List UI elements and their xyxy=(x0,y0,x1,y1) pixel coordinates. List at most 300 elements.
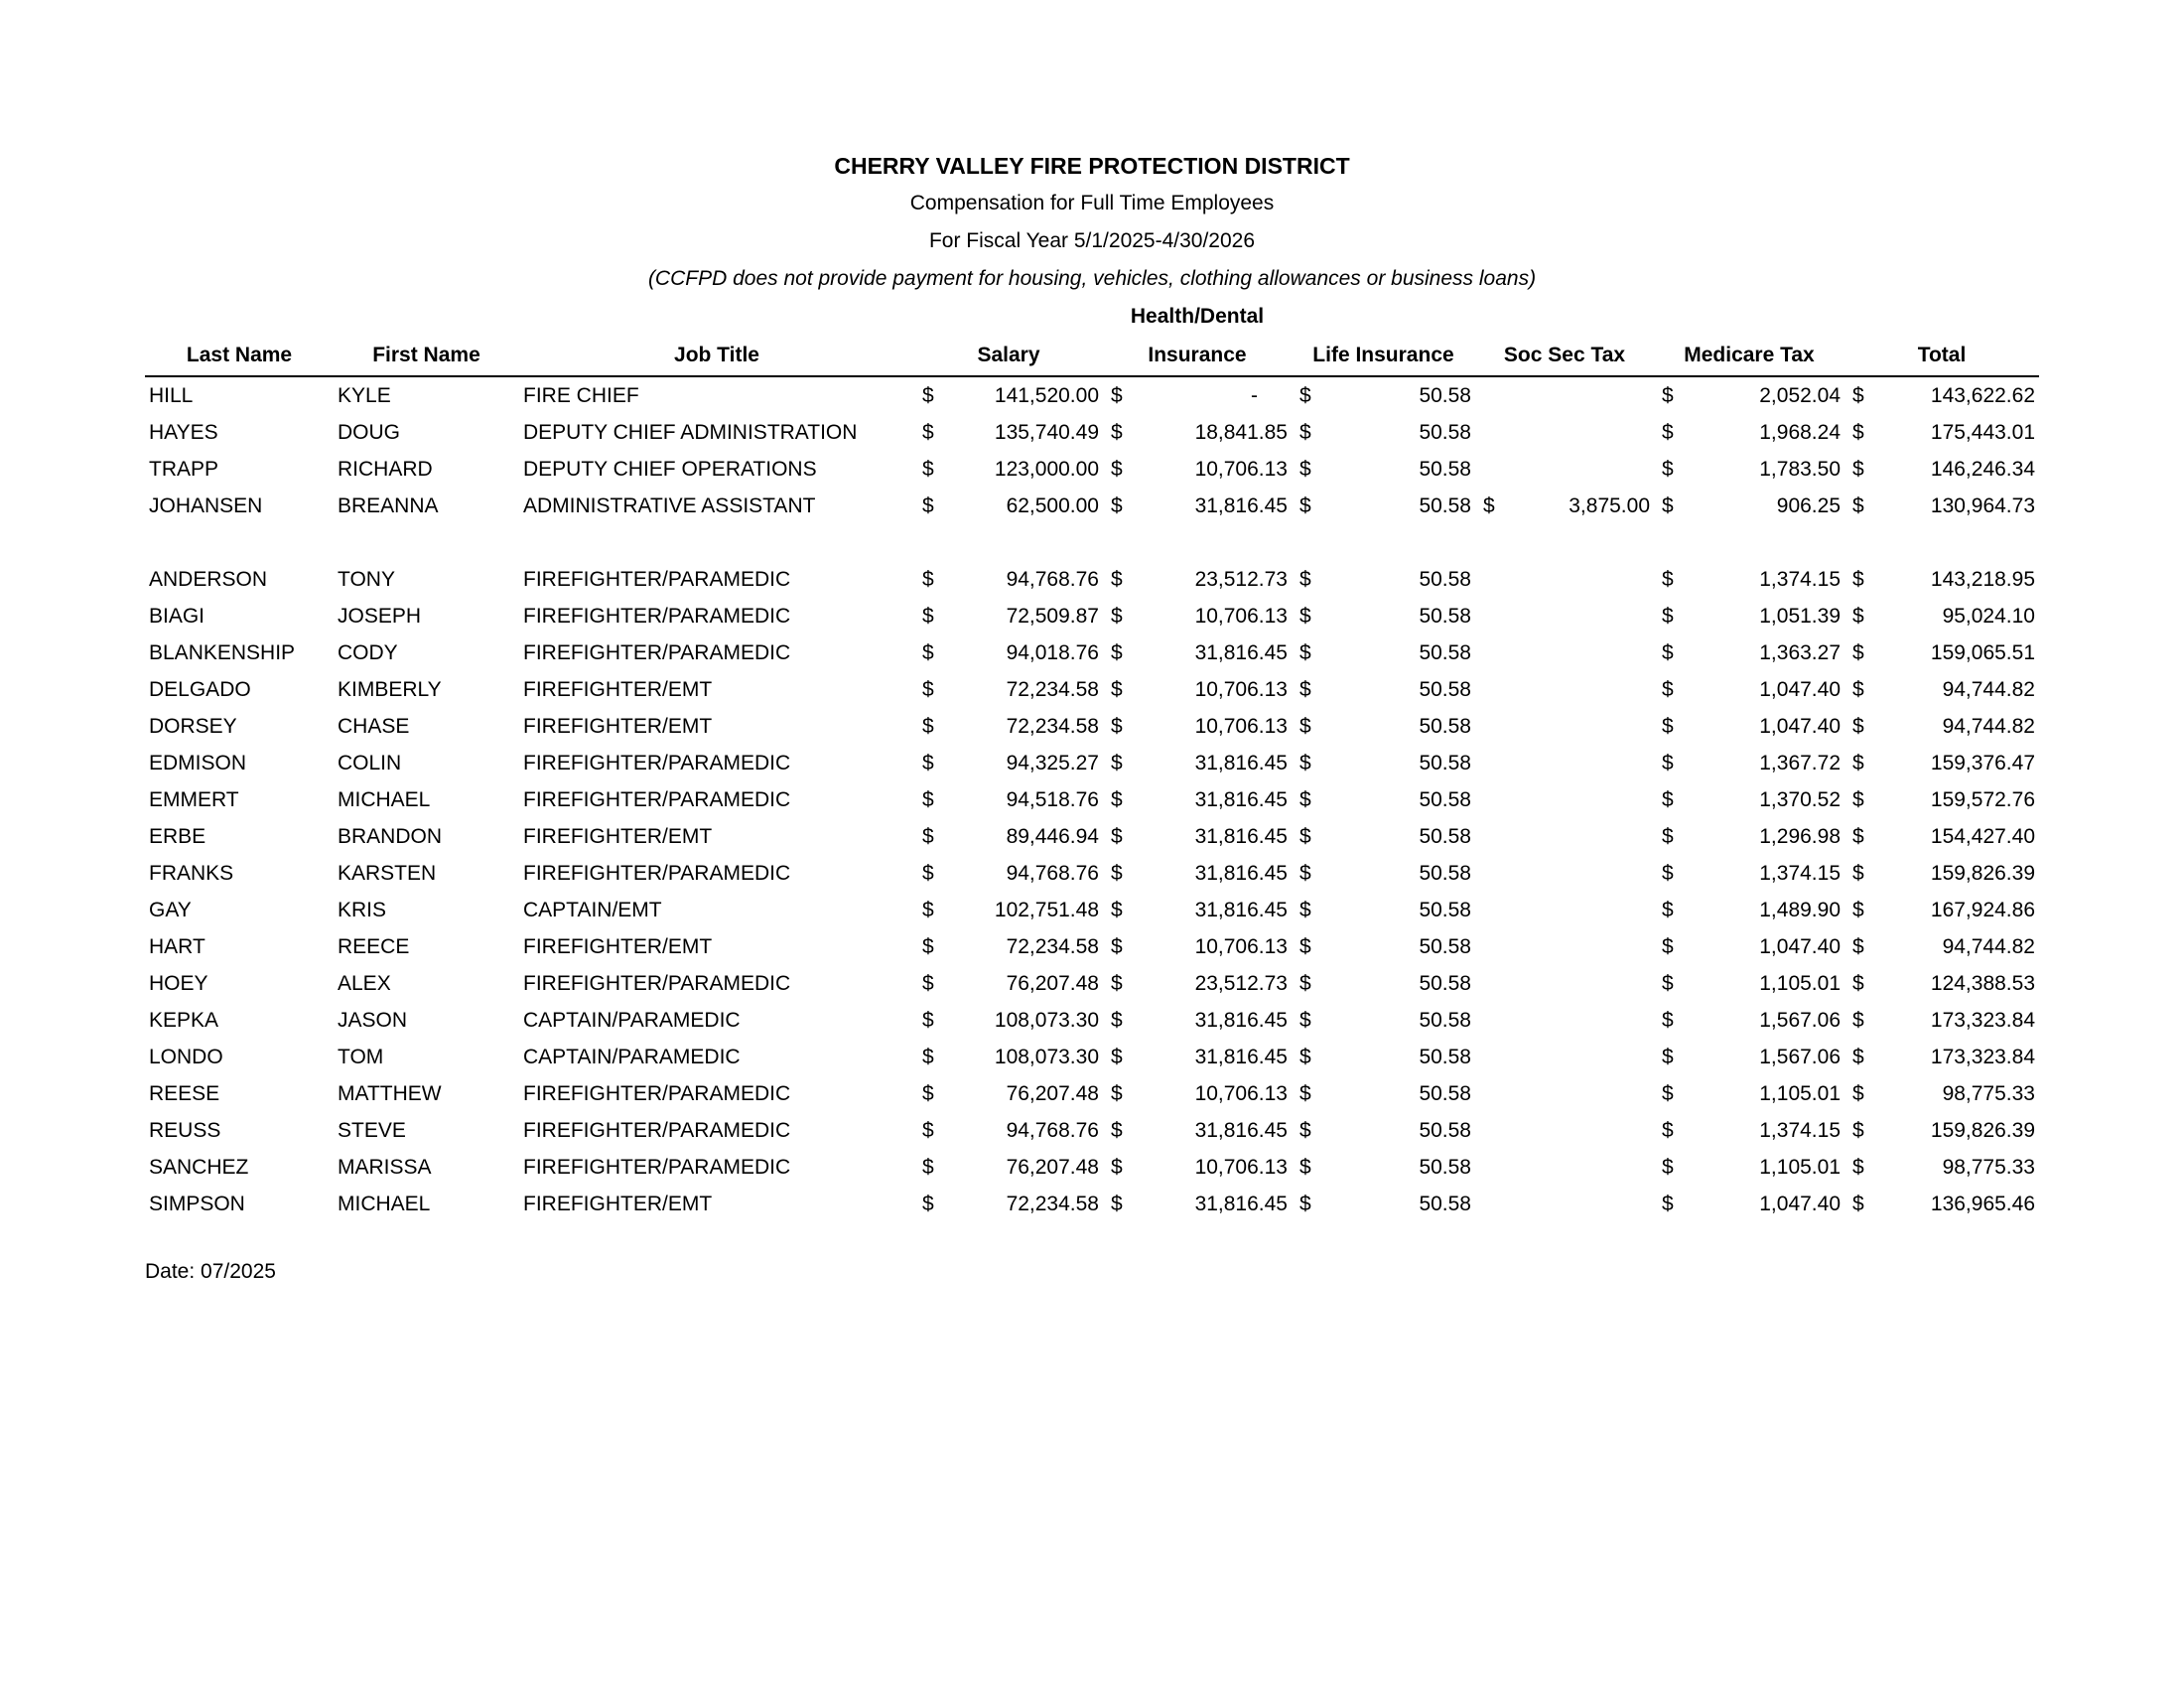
currency-symbol: $ xyxy=(1299,1008,1311,1032)
currency-symbol: $ xyxy=(1852,861,1864,885)
amount-value: 50.58 xyxy=(1419,971,1471,995)
amount-value: 10,706.13 xyxy=(1194,714,1288,738)
currency-symbol: $ xyxy=(922,383,934,407)
soc-sec-tax-cell xyxy=(1475,634,1654,671)
salary-cell xyxy=(914,414,1103,451)
last-name-cell: HILL xyxy=(149,383,194,407)
insurance-cell xyxy=(1103,598,1292,634)
currency-symbol: $ xyxy=(1852,898,1864,921)
currency-symbol: $ xyxy=(922,1118,934,1142)
currency-symbol: $ xyxy=(922,420,934,444)
total-cell xyxy=(1844,376,2039,414)
last-name-cell: TRAPP xyxy=(149,457,219,481)
amount-value: 31,816.45 xyxy=(1194,1045,1288,1068)
first-name-cell: MATTHEW xyxy=(338,1081,442,1105)
currency-symbol: $ xyxy=(1111,1008,1123,1032)
amount-value: 72,234.58 xyxy=(1006,1192,1099,1215)
currency-symbol: $ xyxy=(922,751,934,774)
amount-value: 95,024.10 xyxy=(1942,604,2035,628)
life-insurance-cell xyxy=(1292,1075,1475,1112)
soc-sec-tax-cell xyxy=(1475,965,1654,1002)
currency-symbol: $ xyxy=(1111,714,1123,738)
medicare-tax-cell xyxy=(1654,708,1844,745)
amount-value: 50.58 xyxy=(1419,1008,1471,1032)
last-name-cell: SANCHEZ xyxy=(149,1155,249,1179)
job-title-cell: FIREFIGHTER/PARAMEDIC xyxy=(523,1081,791,1105)
amount-value: 1,047.40 xyxy=(1759,714,1841,738)
employee-row xyxy=(145,1075,2039,1112)
amount-value: 50.58 xyxy=(1419,898,1471,921)
first-name-cell: KYLE xyxy=(338,383,391,407)
amount-value: 1,047.40 xyxy=(1759,1192,1841,1215)
amount-value: 146,246.34 xyxy=(1930,457,2035,481)
col-header-salary: Salary xyxy=(914,336,1103,376)
currency-symbol: $ xyxy=(1852,824,1864,848)
employee-row xyxy=(145,745,2039,781)
job-title-cell: FIREFIGHTER/PARAMEDIC xyxy=(523,640,791,664)
amount-value: 1,370.52 xyxy=(1759,787,1841,811)
amount-value: 50.58 xyxy=(1419,1081,1471,1105)
amount-value: 1,783.50 xyxy=(1759,457,1841,481)
amount-value: 167,924.86 xyxy=(1930,898,2035,921)
first-name-cell: ALEX xyxy=(338,971,391,995)
currency-symbol: $ xyxy=(1852,420,1864,444)
currency-symbol: $ xyxy=(1662,898,1674,921)
amount-value: 94,518.76 xyxy=(1006,787,1099,811)
insurance-cell xyxy=(1103,1112,1292,1149)
currency-symbol: $ xyxy=(1852,1081,1864,1105)
currency-symbol: $ xyxy=(1299,861,1311,885)
currency-symbol: $ xyxy=(1662,567,1674,591)
amount-value: 1,567.06 xyxy=(1759,1008,1841,1032)
currency-symbol: $ xyxy=(1662,1192,1674,1215)
currency-symbol: $ xyxy=(1662,640,1674,664)
salary-cell xyxy=(914,634,1103,671)
amount-value: 159,826.39 xyxy=(1930,861,2035,885)
soc-sec-tax-cell xyxy=(1475,451,1654,488)
medicare-tax-cell xyxy=(1654,561,1844,598)
amount-value: 94,744.82 xyxy=(1942,677,2035,701)
employee-row xyxy=(145,781,2039,818)
salary-cell xyxy=(914,1149,1103,1186)
currency-symbol: $ xyxy=(1111,383,1123,407)
amount-value: 76,207.48 xyxy=(1006,1081,1099,1105)
currency-symbol: $ xyxy=(1299,567,1311,591)
soc-sec-tax-cell xyxy=(1475,1039,1654,1075)
job-title-cell: FIREFIGHTER/PARAMEDIC xyxy=(523,1118,791,1142)
amount-value: 1,374.15 xyxy=(1759,1118,1841,1142)
salary-cell xyxy=(914,708,1103,745)
currency-symbol: $ xyxy=(1299,1081,1311,1105)
currency-symbol: $ xyxy=(1662,1118,1674,1142)
last-name-cell: JOHANSEN xyxy=(149,493,263,517)
super-header-row xyxy=(145,298,2039,336)
first-name-cell: TOM xyxy=(338,1045,384,1068)
soc-sec-tax-cell xyxy=(1475,1002,1654,1039)
soc-sec-tax-cell xyxy=(1475,488,1654,524)
currency-symbol: $ xyxy=(1299,714,1311,738)
amount-value: 31,816.45 xyxy=(1194,640,1288,664)
insurance-cell xyxy=(1103,451,1292,488)
medicare-tax-cell xyxy=(1654,745,1844,781)
amount-value: 123,000.00 xyxy=(994,457,1099,481)
amount-value: 98,775.33 xyxy=(1942,1081,2035,1105)
currency-symbol: $ xyxy=(922,493,934,517)
soc-sec-tax-cell xyxy=(1475,855,1654,892)
insurance-cell xyxy=(1103,561,1292,598)
currency-symbol: $ xyxy=(1662,604,1674,628)
amount-value: 141,520.00 xyxy=(994,383,1099,407)
soc-sec-tax-cell xyxy=(1475,671,1654,708)
first-name-cell: MICHAEL xyxy=(338,787,431,811)
amount-value: 50.58 xyxy=(1419,457,1471,481)
amount-value: 18,841.85 xyxy=(1194,420,1288,444)
amount-value: 10,706.13 xyxy=(1194,1081,1288,1105)
amount-value: 173,323.84 xyxy=(1930,1008,2035,1032)
total-cell xyxy=(1844,708,2039,745)
total-cell xyxy=(1844,855,2039,892)
medicare-tax-cell xyxy=(1654,671,1844,708)
amount-value: 50.58 xyxy=(1419,787,1471,811)
col-header-job-title: Job Title xyxy=(519,336,914,376)
last-name-cell: HART xyxy=(149,934,205,958)
last-name-cell: FRANKS xyxy=(149,861,234,885)
total-cell xyxy=(1844,1039,2039,1075)
spacer-row xyxy=(145,524,2039,561)
medicare-tax-cell xyxy=(1654,965,1844,1002)
currency-symbol: $ xyxy=(1662,1155,1674,1179)
soc-sec-tax-cell xyxy=(1475,708,1654,745)
last-name-cell: BIAGI xyxy=(149,604,205,628)
job-title-cell: FIREFIGHTER/EMT xyxy=(523,714,713,738)
employee-row xyxy=(145,1002,2039,1039)
amount-value: 94,768.76 xyxy=(1006,1118,1099,1142)
life-insurance-cell xyxy=(1292,855,1475,892)
soc-sec-tax-cell xyxy=(1475,561,1654,598)
medicare-tax-cell xyxy=(1654,1039,1844,1075)
insurance-cell xyxy=(1103,1002,1292,1039)
total-cell xyxy=(1844,818,2039,855)
currency-symbol: $ xyxy=(1852,714,1864,738)
amount-value: 1,367.72 xyxy=(1759,751,1841,774)
spacer-cell xyxy=(145,524,2039,561)
currency-symbol: $ xyxy=(1852,677,1864,701)
currency-symbol: $ xyxy=(922,1155,934,1179)
first-name-cell: BREANNA xyxy=(338,493,439,517)
insurance-cell xyxy=(1103,671,1292,708)
life-insurance-cell xyxy=(1292,376,1475,414)
salary-cell xyxy=(914,488,1103,524)
total-cell xyxy=(1844,634,2039,671)
col-header-first-name: First Name xyxy=(334,336,519,376)
last-name-cell: ERBE xyxy=(149,824,206,848)
employee-row xyxy=(145,634,2039,671)
currency-symbol: $ xyxy=(1299,383,1311,407)
insurance-cell xyxy=(1103,488,1292,524)
job-title-cell: ADMINISTRATIVE ASSISTANT xyxy=(523,493,816,517)
medicare-tax-cell xyxy=(1654,451,1844,488)
currency-symbol: $ xyxy=(1852,1155,1864,1179)
amount-value: 50.58 xyxy=(1419,861,1471,885)
currency-symbol: $ xyxy=(1662,677,1674,701)
col-header-total: Total xyxy=(1844,336,2039,376)
last-name-cell: KEPKA xyxy=(149,1008,219,1032)
amount-value: 143,218.95 xyxy=(1930,567,2035,591)
currency-symbol: $ xyxy=(922,824,934,848)
life-insurance-cell xyxy=(1292,818,1475,855)
last-name-cell: EDMISON xyxy=(149,751,247,774)
currency-symbol: $ xyxy=(1662,1045,1674,1068)
currency-symbol: $ xyxy=(1111,1045,1123,1068)
first-name-cell: DOUG xyxy=(338,420,400,444)
medicare-tax-cell xyxy=(1654,414,1844,451)
amount-value: - xyxy=(1251,383,1258,407)
salary-cell xyxy=(914,855,1103,892)
soc-sec-tax-cell xyxy=(1475,928,1654,965)
amount-value: 108,073.30 xyxy=(994,1008,1099,1032)
currency-symbol: $ xyxy=(1662,493,1674,517)
employee-row xyxy=(145,488,2039,524)
amount-value: 124,388.53 xyxy=(1930,971,2035,995)
first-name-cell: KRIS xyxy=(338,898,387,921)
medicare-tax-cell xyxy=(1654,488,1844,524)
currency-symbol: $ xyxy=(922,971,934,995)
currency-symbol: $ xyxy=(1111,971,1123,995)
amount-value: 31,816.45 xyxy=(1194,751,1288,774)
currency-symbol: $ xyxy=(1852,567,1864,591)
amount-value: 159,826.39 xyxy=(1930,1118,2035,1142)
first-name-cell: RICHARD xyxy=(338,457,433,481)
salary-cell xyxy=(914,1186,1103,1222)
table-body xyxy=(145,376,2039,1222)
amount-value: 72,234.58 xyxy=(1006,677,1099,701)
currency-symbol: $ xyxy=(1852,640,1864,664)
employee-row xyxy=(145,928,2039,965)
total-cell xyxy=(1844,1075,2039,1112)
first-name-cell: MICHAEL xyxy=(338,1192,431,1215)
medicare-tax-cell xyxy=(1654,855,1844,892)
life-insurance-cell xyxy=(1292,745,1475,781)
amount-value: 50.58 xyxy=(1419,751,1471,774)
currency-symbol: $ xyxy=(1111,824,1123,848)
salary-cell xyxy=(914,1112,1103,1149)
amount-value: 159,376.47 xyxy=(1930,751,2035,774)
amount-value: 31,816.45 xyxy=(1194,1192,1288,1215)
job-title-cell: FIREFIGHTER/EMT xyxy=(523,824,713,848)
total-cell xyxy=(1844,1149,2039,1186)
currency-symbol: $ xyxy=(1852,383,1864,407)
amount-value: 50.58 xyxy=(1419,1155,1471,1179)
soc-sec-tax-cell xyxy=(1475,414,1654,451)
amount-value: 1,051.39 xyxy=(1759,604,1841,628)
currency-symbol: $ xyxy=(1662,861,1674,885)
first-name-cell: JOSEPH xyxy=(338,604,422,628)
life-insurance-cell xyxy=(1292,488,1475,524)
currency-symbol: $ xyxy=(1299,1192,1311,1215)
currency-symbol: $ xyxy=(1111,1081,1123,1105)
amount-value: 136,965.46 xyxy=(1930,1192,2035,1215)
amount-value: 50.58 xyxy=(1419,567,1471,591)
insurance-cell xyxy=(1103,818,1292,855)
amount-value: 1,374.15 xyxy=(1759,861,1841,885)
amount-value: 173,323.84 xyxy=(1930,1045,2035,1068)
amount-value: 3,875.00 xyxy=(1569,493,1650,517)
currency-symbol: $ xyxy=(1111,677,1123,701)
currency-symbol: $ xyxy=(1299,640,1311,664)
amount-value: 10,706.13 xyxy=(1194,1155,1288,1179)
currency-symbol: $ xyxy=(1852,1008,1864,1032)
amount-value: 50.58 xyxy=(1419,604,1471,628)
currency-symbol: $ xyxy=(1852,971,1864,995)
total-cell xyxy=(1844,1186,2039,1222)
currency-symbol: $ xyxy=(1111,898,1123,921)
salary-cell xyxy=(914,671,1103,708)
compensation-table xyxy=(145,298,2039,1222)
medicare-tax-cell xyxy=(1654,892,1844,928)
first-name-cell: TONY xyxy=(338,567,395,591)
last-name-cell: HAYES xyxy=(149,420,218,444)
life-insurance-cell xyxy=(1292,598,1475,634)
amount-value: 50.58 xyxy=(1419,1045,1471,1068)
col-header-insurance: Insurance xyxy=(1103,336,1292,376)
amount-value: 31,816.45 xyxy=(1194,898,1288,921)
currency-symbol: $ xyxy=(1111,457,1123,481)
amount-value: 94,018.76 xyxy=(1006,640,1099,664)
salary-cell xyxy=(914,561,1103,598)
amount-value: 10,706.13 xyxy=(1194,457,1288,481)
amount-value: 1,968.24 xyxy=(1759,420,1841,444)
health-dental-super-header: Health/Dental xyxy=(1130,305,1265,328)
employee-row xyxy=(145,376,2039,414)
soc-sec-tax-cell xyxy=(1475,745,1654,781)
last-name-cell: GAY xyxy=(149,898,192,921)
amount-value: 50.58 xyxy=(1419,420,1471,444)
currency-symbol: $ xyxy=(1299,1045,1311,1068)
amount-value: 175,443.01 xyxy=(1930,420,2035,444)
currency-symbol: $ xyxy=(1852,751,1864,774)
medicare-tax-cell xyxy=(1654,598,1844,634)
currency-symbol: $ xyxy=(922,787,934,811)
amount-value: 72,234.58 xyxy=(1006,934,1099,958)
insurance-cell xyxy=(1103,928,1292,965)
last-name-cell: SIMPSON xyxy=(149,1192,245,1215)
salary-cell xyxy=(914,745,1103,781)
document-subtitle: Compensation for Full Time Employees xyxy=(909,192,1275,214)
amount-value: 94,768.76 xyxy=(1006,861,1099,885)
last-name-cell: EMMERT xyxy=(149,787,239,811)
currency-symbol: $ xyxy=(1111,567,1123,591)
currency-symbol: $ xyxy=(1852,493,1864,517)
salary-cell xyxy=(914,965,1103,1002)
salary-cell xyxy=(914,376,1103,414)
currency-symbol: $ xyxy=(1111,604,1123,628)
job-title-cell: FIRE CHIEF xyxy=(523,383,639,407)
currency-symbol: $ xyxy=(922,898,934,921)
insurance-cell xyxy=(1103,892,1292,928)
amount-value: 94,744.82 xyxy=(1942,934,2035,958)
job-title-cell: DEPUTY CHIEF OPERATIONS xyxy=(523,457,817,481)
first-name-cell: CHASE xyxy=(338,714,410,738)
currency-symbol: $ xyxy=(1483,493,1495,517)
amount-value: 23,512.73 xyxy=(1194,567,1288,591)
currency-symbol: $ xyxy=(1662,714,1674,738)
medicare-tax-cell xyxy=(1654,1112,1844,1149)
currency-symbol: $ xyxy=(922,640,934,664)
first-name-cell: KARSTEN xyxy=(338,861,437,885)
amount-value: 1,047.40 xyxy=(1759,934,1841,958)
amount-value: 98,775.33 xyxy=(1942,1155,2035,1179)
life-insurance-cell xyxy=(1292,451,1475,488)
insurance-cell xyxy=(1103,1149,1292,1186)
salary-cell xyxy=(914,1075,1103,1112)
medicare-tax-cell xyxy=(1654,1075,1844,1112)
first-name-cell: REECE xyxy=(338,934,410,958)
amount-value: 1,296.98 xyxy=(1759,824,1841,848)
currency-symbol: $ xyxy=(1299,420,1311,444)
total-cell xyxy=(1844,745,2039,781)
total-cell xyxy=(1844,1112,2039,1149)
document-note: (CCFPD does not provide payment for housing, vehicles, clothing allowances or business loans) xyxy=(647,267,1537,290)
life-insurance-cell xyxy=(1292,892,1475,928)
currency-symbol: $ xyxy=(1111,861,1123,885)
amount-value: 50.58 xyxy=(1419,1118,1471,1142)
first-name-cell: BRANDON xyxy=(338,824,443,848)
employee-row xyxy=(145,671,2039,708)
life-insurance-cell xyxy=(1292,781,1475,818)
employee-row xyxy=(145,1112,2039,1149)
total-cell xyxy=(1844,598,2039,634)
life-insurance-cell xyxy=(1292,1002,1475,1039)
currency-symbol: $ xyxy=(1111,1155,1123,1179)
amount-value: 135,740.49 xyxy=(994,420,1099,444)
amount-value: 159,065.51 xyxy=(1930,640,2035,664)
employee-row xyxy=(145,708,2039,745)
insurance-cell xyxy=(1103,745,1292,781)
job-title-cell: FIREFIGHTER/PARAMEDIC xyxy=(523,751,791,774)
currency-symbol: $ xyxy=(922,1045,934,1068)
total-cell xyxy=(1844,451,2039,488)
amount-value: 50.58 xyxy=(1419,1192,1471,1215)
super-header-spacer-right xyxy=(1292,298,2039,336)
currency-symbol: $ xyxy=(1299,604,1311,628)
life-insurance-cell xyxy=(1292,708,1475,745)
currency-symbol: $ xyxy=(1299,934,1311,958)
life-insurance-cell xyxy=(1292,671,1475,708)
currency-symbol: $ xyxy=(1662,787,1674,811)
life-insurance-cell xyxy=(1292,1112,1475,1149)
amount-value: 102,751.48 xyxy=(994,898,1099,921)
salary-cell xyxy=(914,1002,1103,1039)
amount-value: 10,706.13 xyxy=(1194,677,1288,701)
insurance-cell xyxy=(1103,855,1292,892)
currency-symbol: $ xyxy=(1299,898,1311,921)
currency-symbol: $ xyxy=(1662,751,1674,774)
insurance-cell xyxy=(1103,1039,1292,1075)
employee-row xyxy=(145,414,2039,451)
soc-sec-tax-cell xyxy=(1475,892,1654,928)
currency-symbol: $ xyxy=(1662,1081,1674,1105)
job-title-cell: DEPUTY CHIEF ADMINISTRATION xyxy=(523,420,858,444)
employee-row xyxy=(145,855,2039,892)
total-cell xyxy=(1844,965,2039,1002)
currency-symbol: $ xyxy=(1299,787,1311,811)
col-header-medicare-tax: Medicare Tax xyxy=(1654,336,1844,376)
currency-symbol: $ xyxy=(1299,677,1311,701)
currency-symbol: $ xyxy=(1299,751,1311,774)
job-title-cell: FIREFIGHTER/PARAMEDIC xyxy=(523,567,791,591)
col-header-last-name: Last Name xyxy=(145,336,334,376)
employee-row xyxy=(145,965,2039,1002)
